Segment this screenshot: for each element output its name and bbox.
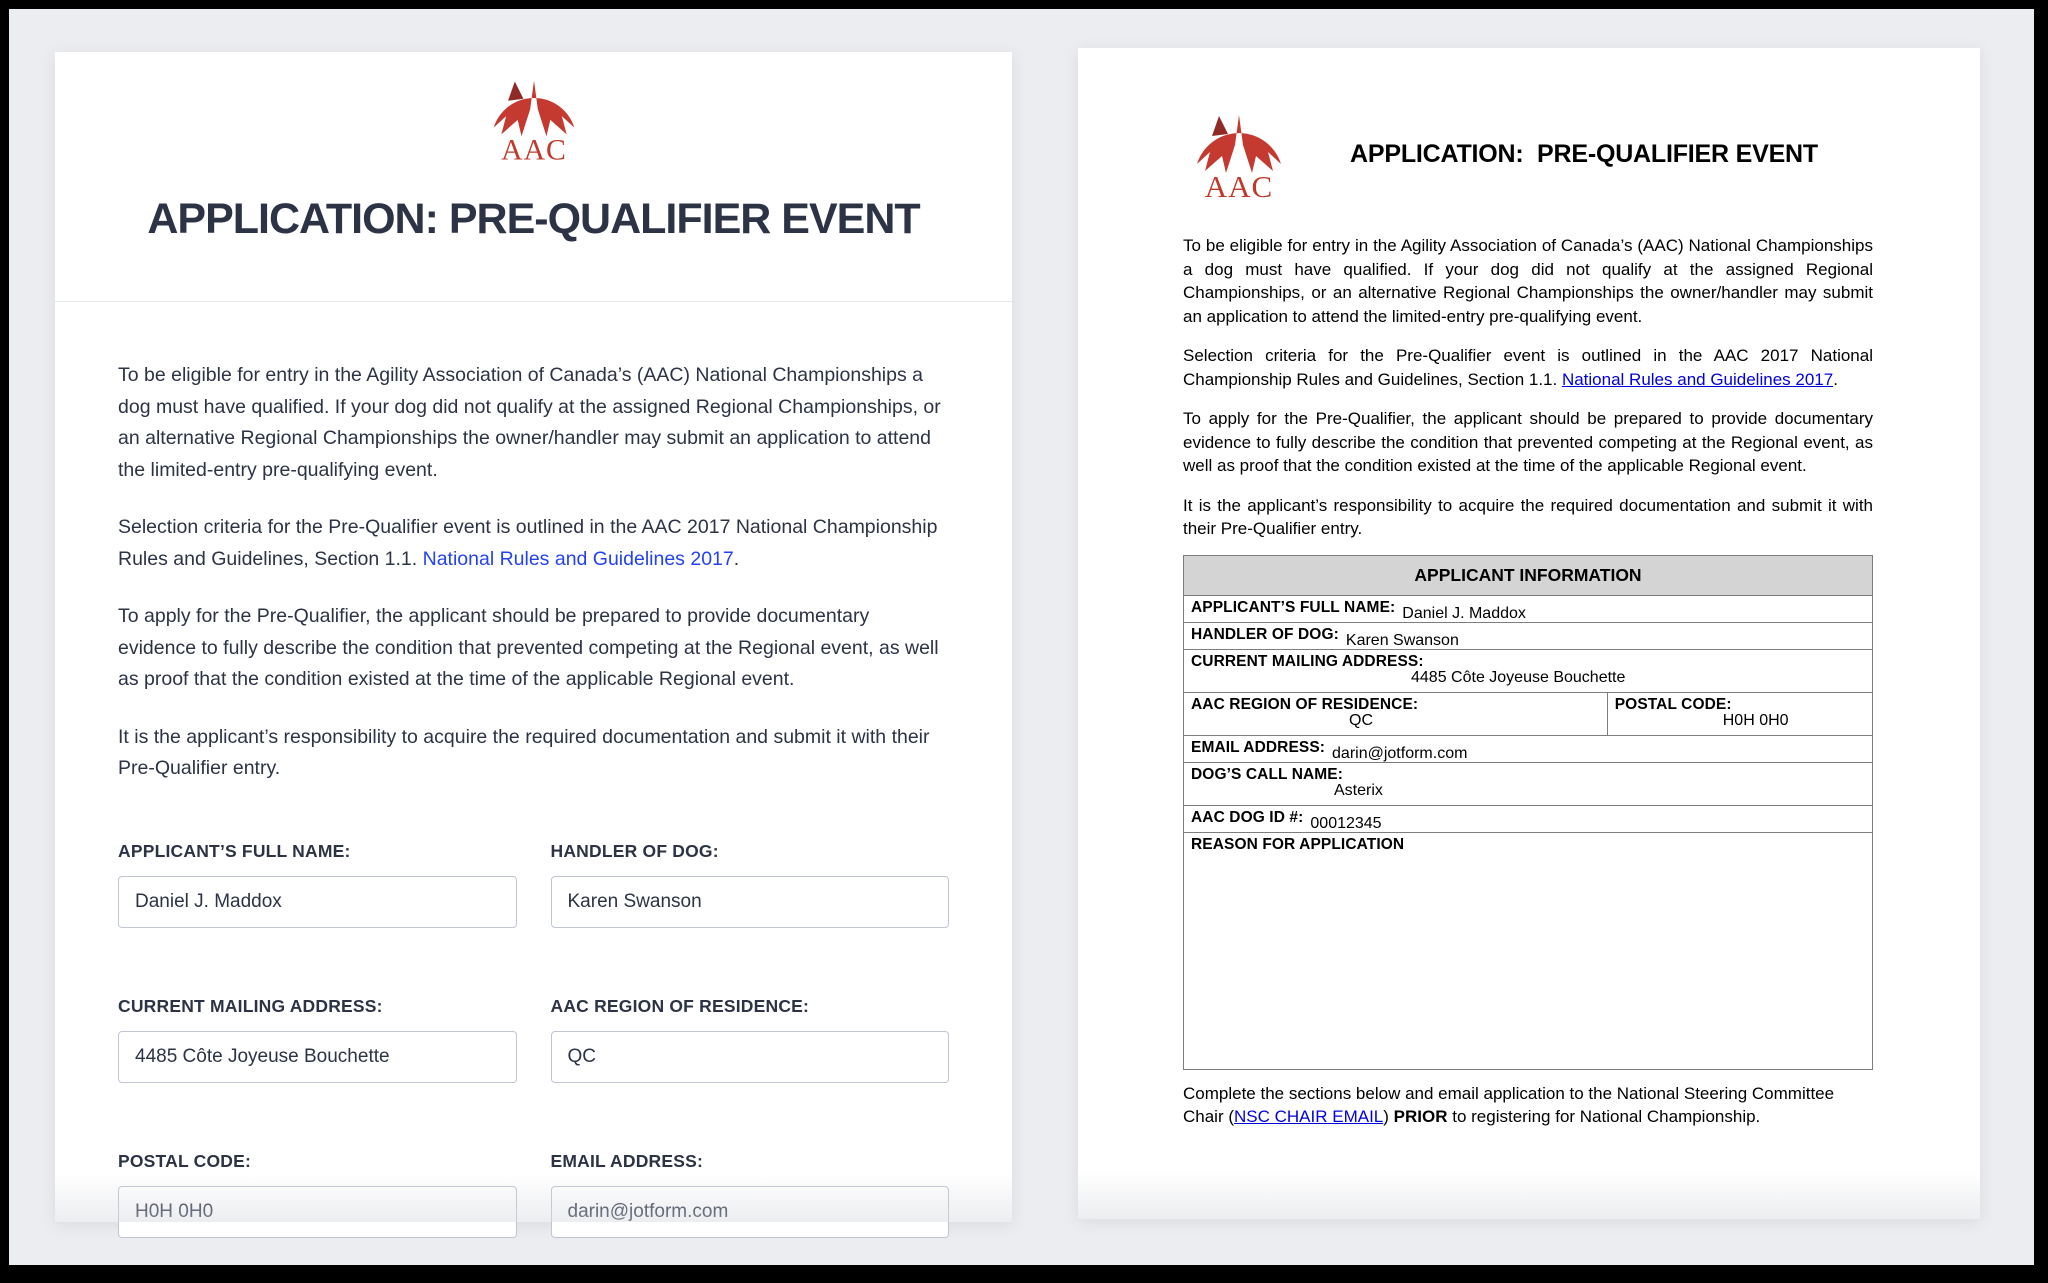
pdf-footer-note <box>1183 1082 1873 1129</box>
national-rules-link[interactable]: National Rules and Guidelines 2017 <box>422 547 734 570</box>
field-postal-code <box>118 1151 517 1238</box>
table-row <box>1184 692 1873 735</box>
table-row <box>1184 649 1873 692</box>
full-name-cell <box>1184 595 1873 622</box>
applicant-information-table <box>1183 555 1873 1070</box>
paragraph-text: Selection criteria for the Pre-Qualifier event is outlined in the AAC 2017 National Championship Rules and Guidelines, Section 1.1. <box>1183 346 1873 389</box>
table-row <box>1184 735 1873 762</box>
table-row <box>1184 762 1873 805</box>
cell-value: QC <box>1349 711 1373 729</box>
field-email <box>551 1151 950 1238</box>
aac-logo-text: AAC <box>500 133 567 166</box>
form-title: APPLICATION: PRE-QUALIFIER EVENT <box>147 195 920 243</box>
cell-value: Karen Swanson <box>1345 631 1459 649</box>
cell-value: 00012345 <box>1310 814 1382 832</box>
postal-code-label: POSTAL CODE: <box>118 1150 252 1171</box>
postal-code-input[interactable] <box>118 1186 517 1238</box>
reason-cell <box>1184 832 1873 1069</box>
nsc-chair-email-link[interactable]: NSC CHAIR EMAIL <box>1234 1107 1384 1126</box>
pdf-paragraph-selection-criteria <box>1183 344 1873 391</box>
mailing-address-label: CURRENT MAILING ADDRESS: <box>118 995 383 1016</box>
form-fields <box>118 841 949 1238</box>
aac-logo <box>484 70 584 166</box>
table-row <box>1184 595 1873 622</box>
cell-label: APPLICANT’S FULL NAME: <box>1191 598 1396 616</box>
full-name-input[interactable] <box>118 876 517 928</box>
pdf-paragraph-responsibility: It is the applicant’s responsibility to acquire the required documentation and submit it with their Pre-Qualifier entry. <box>1183 495 1873 538</box>
pdf-preview-card <box>1078 48 1980 1219</box>
form-body <box>55 302 1012 1238</box>
paragraph-apply: To apply for the Pre-Qualifier, the applicant should be prepared to provide documentary evidence to fully describe the condition that prevented competing at the Regional event, as well as proof that the condition existed at the time of the applicable Regional event. <box>118 605 939 690</box>
pdf-paragraph-eligibility: To be eligible for entry in the Agility Association of Canada’s (AAC) National Championships a dog must have qualified. If your dog did not qualify at the assigned Regional Championships, or an alternative Regional Championships the owner/handler may submit an application to attend the limited-entry pre-qualifying event. <box>1183 236 1873 326</box>
handler-label: HANDLER OF DOG: <box>550 840 719 861</box>
handler-cell <box>1184 622 1873 649</box>
cell-value: Asterix <box>1334 781 1383 799</box>
email-label: EMAIL ADDRESS: <box>550 1150 704 1171</box>
mailing-address-cell <box>1184 649 1873 692</box>
cell-label: CURRENT MAILING ADDRESS: <box>1191 652 1424 670</box>
table-row <box>1184 832 1873 1069</box>
jotform-card <box>55 52 1012 1222</box>
pdf-title: APPLICATION: PRE-QUALIFIER EVENT <box>1350 140 1818 168</box>
cell-value: Daniel J. Maddox <box>1402 604 1526 622</box>
paragraph-eligibility: To be eligible for entry in the Agility Association of Canada’s (AAC) National Championships a dog must have qualified. If your dog did not qualify at the assigned Regional Championships, or an alternative Regional Championships the owner/handler may submit an application to attend the limited-entry pre-qualifying event. <box>118 364 941 481</box>
email-cell <box>1184 735 1873 762</box>
footer-text: to registering for National Championship. <box>1447 1107 1761 1126</box>
email-input[interactable] <box>551 1186 950 1238</box>
full-name-label: APPLICANT’S FULL NAME: <box>118 840 351 861</box>
paragraph-responsibility: It is the applicant’s responsibility to acquire the required documentation and submit it with their Pre-Qualifier entry. <box>118 725 930 779</box>
pdf-header <box>1183 104 1873 204</box>
cell-label: AAC DOG ID #: <box>1191 808 1304 826</box>
pdf-page <box>1078 48 1980 1129</box>
paragraph-text: . <box>733 547 740 570</box>
postal-code-cell <box>1607 692 1872 735</box>
cell-label: REASON FOR APPLICATION <box>1191 835 1405 853</box>
national-rules-link[interactable]: National Rules and Guidelines 2017 <box>1561 369 1834 389</box>
paragraph-selection-criteria <box>118 512 949 575</box>
region-cell <box>1184 692 1608 735</box>
cell-value: H0H 0H0 <box>1722 711 1789 729</box>
cell-label: POSTAL CODE: <box>1614 695 1732 713</box>
cell-label: DOG’S CALL NAME: <box>1191 765 1344 783</box>
mailing-address-input[interactable] <box>118 1031 517 1083</box>
cell-label: HANDLER OF DOG: <box>1191 625 1339 643</box>
table-row <box>1184 622 1873 649</box>
footer-text: ) <box>1383 1107 1394 1126</box>
paragraph-text: Selection criteria for the Pre-Qualifier event is outlined in the AAC 2017 National Championship Rules and Guidelines, Section 1.1. <box>118 516 938 570</box>
cell-label: EMAIL ADDRESS: <box>1191 738 1326 756</box>
region-label: AAC REGION OF RESIDENCE: <box>550 995 810 1016</box>
paragraph-text: . <box>1833 369 1838 389</box>
field-handler <box>551 841 950 928</box>
region-input[interactable] <box>551 1031 950 1083</box>
cell-label: AAC REGION OF RESIDENCE: <box>1191 695 1419 713</box>
footer-bold-prior: PRIOR <box>1393 1107 1448 1126</box>
call-name-cell <box>1184 762 1873 805</box>
field-region <box>551 996 950 1083</box>
aac-logo-text: AAC <box>1204 169 1274 204</box>
dog-id-cell <box>1184 805 1873 832</box>
pdf-paragraph-apply: To apply for the Pre-Qualifier, the applicant should be prepared to provide documentary evidence to fully describe the condition that prevented competing at the Regional event, as well as proof that the condition existed at the time of the applicable Regional event. <box>1183 409 1873 475</box>
table-header-row <box>1184 555 1873 595</box>
aac-logo <box>1183 104 1295 204</box>
cell-value: 4485 Côte Joyeuse Bouchette <box>1411 668 1626 686</box>
cell-value: darin@jotform.com <box>1332 744 1468 762</box>
field-mailing-address <box>118 996 517 1083</box>
page-background <box>9 9 2034 1265</box>
form-header <box>55 52 1012 244</box>
table-header-cell: APPLICANT INFORMATION <box>1184 555 1873 595</box>
footer-text: Complete the sections below and email application to the National Steering Committee Chair ( <box>1183 1083 1835 1126</box>
table-row <box>1184 805 1873 832</box>
handler-input[interactable] <box>551 876 950 928</box>
field-full-name <box>118 841 517 928</box>
